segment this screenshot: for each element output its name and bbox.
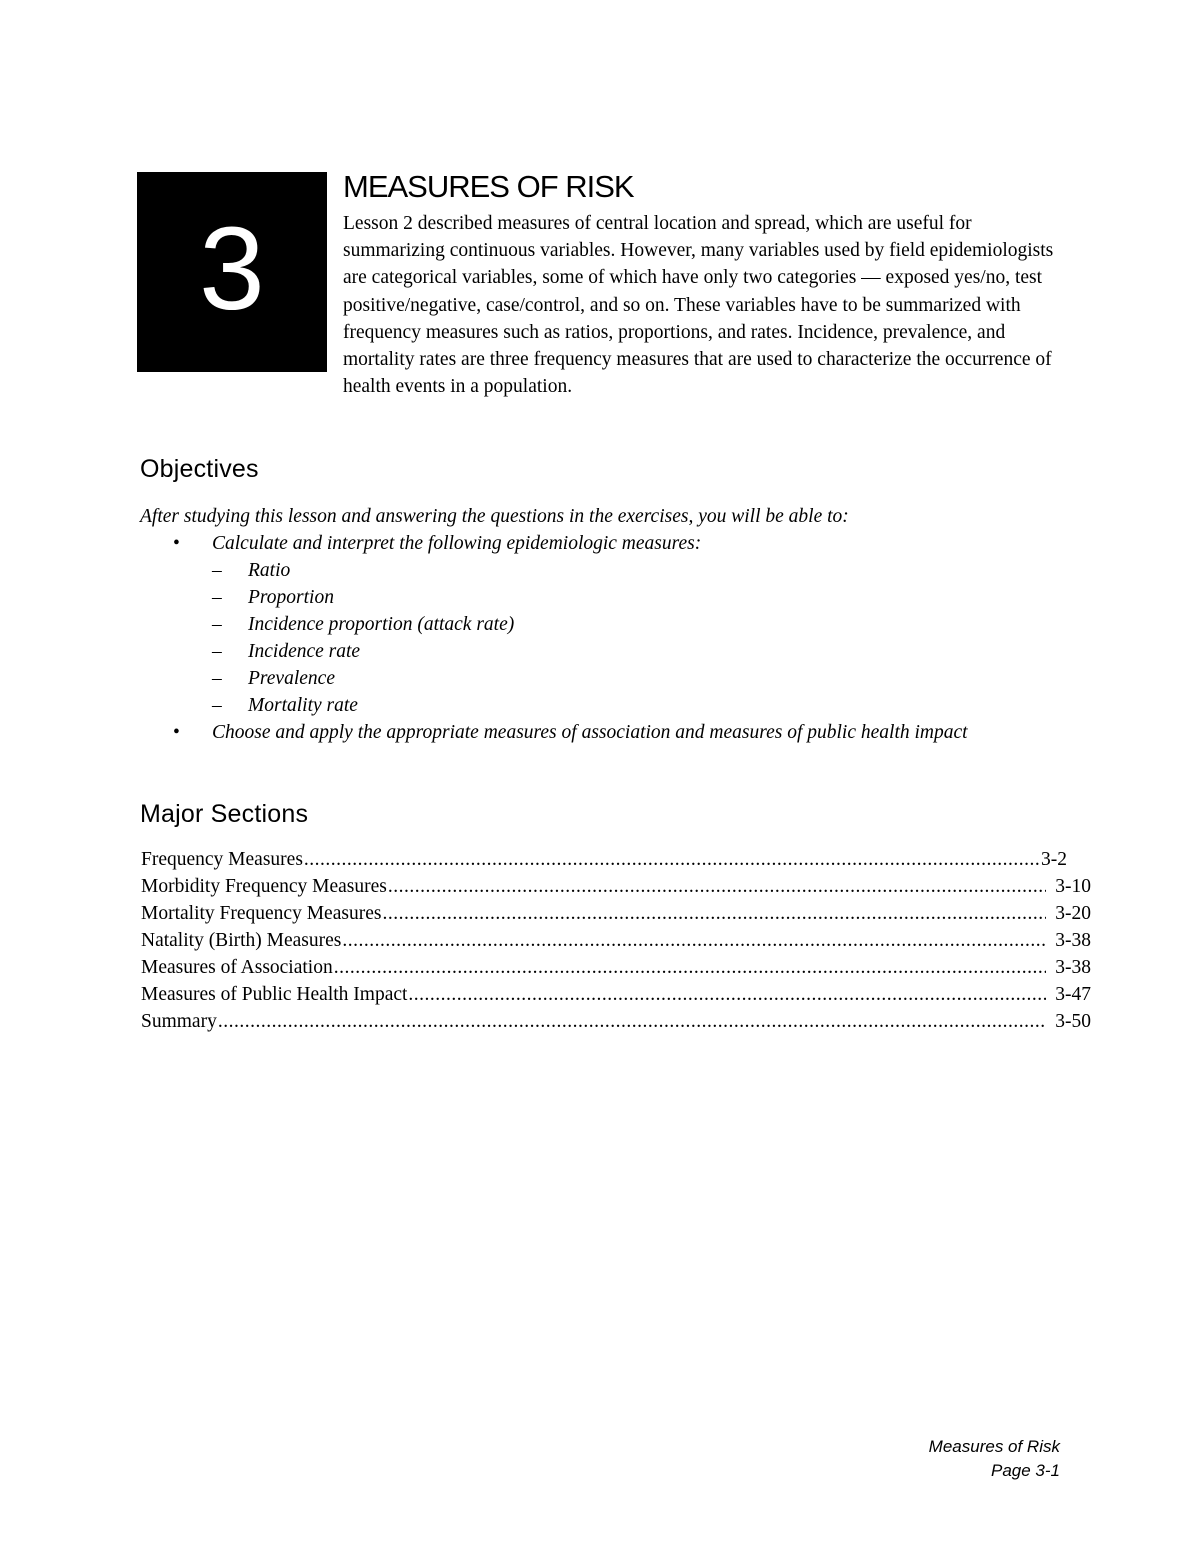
- toc-entry[interactable]: [141, 954, 1091, 981]
- objective-sublist: [212, 557, 1070, 719]
- toc-dot-leader: [304, 846, 1040, 873]
- major-sections-heading: Major Sections: [140, 800, 309, 828]
- footer-page-label: Page 3-1: [991, 1461, 1060, 1480]
- sub-objective-text: Incidence rate: [248, 641, 361, 662]
- sub-objective-text: Ratio: [248, 560, 291, 581]
- toc-entry-title: Summary: [141, 1011, 217, 1032]
- dash-icon: –: [212, 695, 222, 716]
- dash-icon: –: [212, 614, 222, 635]
- toc-dot-leader: [334, 954, 1046, 981]
- toc-entry[interactable]: [141, 900, 1091, 927]
- dash-icon: –: [212, 587, 222, 608]
- toc-entry-title: Morbidity Frequency Measures: [141, 876, 387, 897]
- toc-entry-page: 3-2: [1041, 849, 1067, 870]
- page-footer: [929, 1435, 1060, 1483]
- toc-dot-leader: [408, 981, 1046, 1008]
- sub-objective-item: [212, 584, 1070, 611]
- dash-icon: –: [212, 560, 222, 581]
- toc-dot-leader: [218, 1008, 1046, 1035]
- dash-icon: –: [212, 668, 222, 689]
- chapter-title: MEASURES OF RISK: [343, 169, 634, 204]
- toc-entry-title: Natality (Birth) Measures: [141, 930, 342, 951]
- toc-entry[interactable]: [141, 1008, 1091, 1035]
- objective-text: Calculate and interpret the following epidemiologic measures:: [212, 533, 702, 554]
- chapter-intro: [137, 168, 1067, 400]
- sub-objective-text: Proportion: [248, 587, 334, 608]
- sub-objective-item: [212, 557, 1070, 584]
- bullet-icon: •: [173, 533, 180, 554]
- toc-dot-leader: [388, 873, 1046, 900]
- toc-entry[interactable]: [141, 981, 1091, 1008]
- toc-dot-leader: [382, 900, 1046, 927]
- sub-objective-item: [212, 692, 1070, 719]
- dash-icon: –: [212, 641, 222, 662]
- sub-objective-item: [212, 665, 1070, 692]
- toc-entry-page: 3-20: [1055, 903, 1091, 924]
- toc-entry-page: 3-38: [1055, 957, 1091, 978]
- intro-paragraph: Lesson 2 described measures of central location and spread, which are useful for summarizing continuous variables. However, many variables used by field epidemiologists are categorical variables, some of which have only two categories — exposed yes/no, test positive/negative, case/control, and so on. These variables have to be summarized with frequency measures such as ratios, proportions, and rates. Incidence, prevalence, and mortality rates are three frequency measures that are used to characterize the occurrence of health events in a population.: [343, 213, 1054, 398]
- objective-item: [140, 719, 1070, 746]
- sub-objective-text: Prevalence: [248, 668, 335, 689]
- toc-entry[interactable]: [141, 846, 1091, 873]
- objectives-lead: After studying this lesson and answering the questions in the exercises, you will be able to:: [140, 506, 849, 527]
- objectives-list: [140, 530, 1070, 746]
- footer-doc-title: Measures of Risk: [928, 1437, 1060, 1456]
- sub-objective-item: [212, 611, 1070, 638]
- toc-entry-title: Measures of Public Health Impact: [141, 984, 408, 1005]
- toc-entry-title: Measures of Association: [141, 957, 333, 978]
- toc-entry[interactable]: [141, 927, 1091, 954]
- toc-entry-page: 3-47: [1055, 984, 1091, 1005]
- toc-entry-page: 3-38: [1055, 930, 1091, 951]
- toc-entry-page: 3-10: [1055, 876, 1091, 897]
- bullet-icon: •: [173, 722, 180, 743]
- objective-item: [140, 530, 1070, 719]
- chapter-number: 3: [199, 203, 265, 335]
- toc-entry-page: 3-50: [1055, 1011, 1091, 1032]
- toc-entry[interactable]: [141, 873, 1091, 900]
- objective-text: Choose and apply the appropriate measures of association and measures of public health impact: [212, 722, 968, 743]
- toc-entry-title: Frequency Measures: [141, 849, 303, 870]
- sub-objective-text: Incidence proportion (attack rate): [248, 614, 515, 635]
- objectives-heading: Objectives: [140, 455, 259, 483]
- toc-entry-title: Mortality Frequency Measures: [141, 903, 382, 924]
- sub-objective-text: Mortality rate: [248, 695, 358, 716]
- table-of-contents: [141, 846, 1091, 1035]
- toc-dot-leader: [342, 927, 1046, 954]
- sub-objective-item: [212, 638, 1070, 665]
